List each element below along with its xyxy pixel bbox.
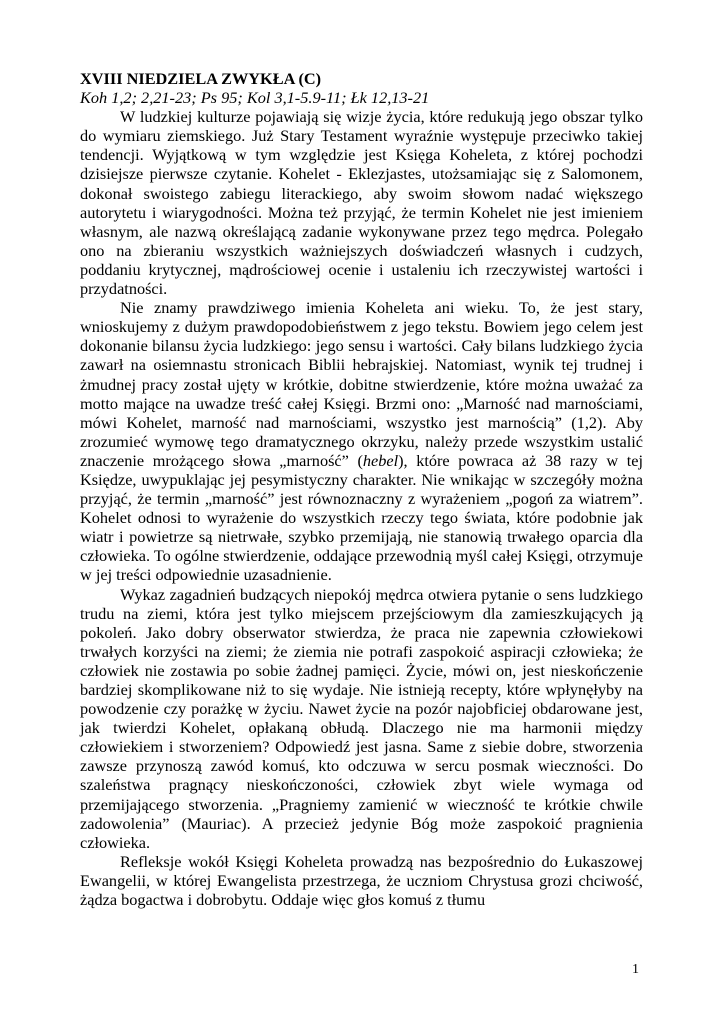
paragraph-4: Refleksje wokół Księgi Koheleta prowadzą nas bezpośrednio do Łukaszowej Ewangelii, w której Ewangelista przestrzega, że uczniom Chrystusa grozi chciwość, żądza bogactwa i dobrobytu. Oddaje więc głos komuś z tłumu xyxy=(80,851,643,910)
page-title: XVIII NIEDZIELA ZWYKŁA (C) xyxy=(80,69,322,88)
page-number: 1 xyxy=(632,962,639,977)
paragraph-3: Wykaz zagadnień budzących niepokój mędrca otwiera pytanie o sens ludzkiego trudu na ziemi, która jest tylko miejscem przejściowym dla zamieszkujących ją pokoleń. Jako dobry obserwator stwierdza, że praca nie zapewnia człowiekowi trwałych korzyści na ziemi; że ziemia nie potrafi zaspokoić aspiracji człowieka; że człowiek nie zostawia po sobie żadnej pamięci. Życie, mówi on, jest nieskończenie bardziej skomplikowane niż to się wydaje. Nie istnieją recepty, które wpłynęłyby na powodzenie czy porażkę w życiu. Nawet życie na pozór najobficiej obdarowane jest, jak twierdzi Kohelet, opłakaną obłudą. Dlaczego nie ma harmonii między człowiekiem i stworzeniem? Odpowiedź jest jasna. Same z siebie dobre, stworzenia zawsze przynoszą zawód komuś, kto odczuwa w sercu posmak wieczności. Do szaleństwa pragnący nieskończoności, człowiek zbyt wiele wymaga od przemijającego stworzenia. „Pragniemy zamienić w wieczność te krótkie chwile zadowolenia” (Mauriac). A przecież jedynie Bóg może zaspokoić pragnienia człowieka. xyxy=(80,584,643,852)
paragraph-2: Nie znamy prawdziwego imienia Koheleta ani wieku. To, że jest stary, wnioskujemy z dużym prawdopodobieństwem z jego tekstu. Bowiem jego celem jest dokonanie bilansu życia ludzkiego: jego sensu i wartości. Cały bilans ludzkiego życia zawarł na osiemnastu stronicach Biblii hebrajskiej. Natomiast, wynik tej trudnej i żmudnej pracy został ujęty w krótkie, dobitne stwierdzenie, które można uważać za motto mające na uwadze treść całej Księgi. Brzmi ono: „Marność nad marnościami, mówi Kohelet, marność nad marnościami, wszystko jest marnością” (1,2). Aby zrozumieć wymowę tego dramatycznego okrzyku, należy przede wszystkim ustalić znaczenie mrożącego słowa „marność” (hebel), które powraca aż 38 razy w tej Księdze, uwypuklając jej pesymistyczny charakter. Nie wnikając w szczegóły można przyjąć, że termin „marność” jest równoznaczny z wyrażeniem „pogoń za wiatrem”. Kohelet odnosi to wyrażenie do wszystkich rzeczy tego świata, które podobnie jak wiatr i powietrze są nietrwałe, szybko przemijają, nie stanowią trwałego oparcia dla człowieka. To ogólne stwierdzenie, oddające przewodnią myśl całej Księgi, otrzymuje w jej treści odpowiednie uzasadnienie. xyxy=(80,298,643,585)
document-page xyxy=(80,69,643,909)
readings-reference: Koh 1,2; 2,21-23; Ps 95; Kol 3,1-5.9-11; Łk 12,13-21 xyxy=(80,88,430,108)
hebrew-term: hebel xyxy=(362,450,399,470)
paragraph-1: W ludzkiej kulturze pojawiają się wizje życia, które redukują jego obszar tylko do wymiaru ziemskiego. Już Stary Testament wyraźnie występuje przeciwko takiej tendencji. Wyjątkową w tym względzie jest Księga Koheleta, z której pochodzi dzisiejsze pierwsze czytanie. Kohelet - Eklezjastes, utożsamiając się z Salomonem, dokonał swoistego zabiegu literackiego, aby swoim słowom nadać większego autorytetu i wiarygodności. Można też przyjąć, że termin Kohelet nie jest imieniem własnym, ale nazwą określającą zadanie wykonywane przez tego mędrca. Polegało ono na zbieraniu wszystkich ważniejszych doświadczeń własnych i cudzych, poddaniu krytycznej, mądrościowej ocenie i ustaleniu ich rzeczywistej wartości i przydatności. xyxy=(80,107,643,299)
